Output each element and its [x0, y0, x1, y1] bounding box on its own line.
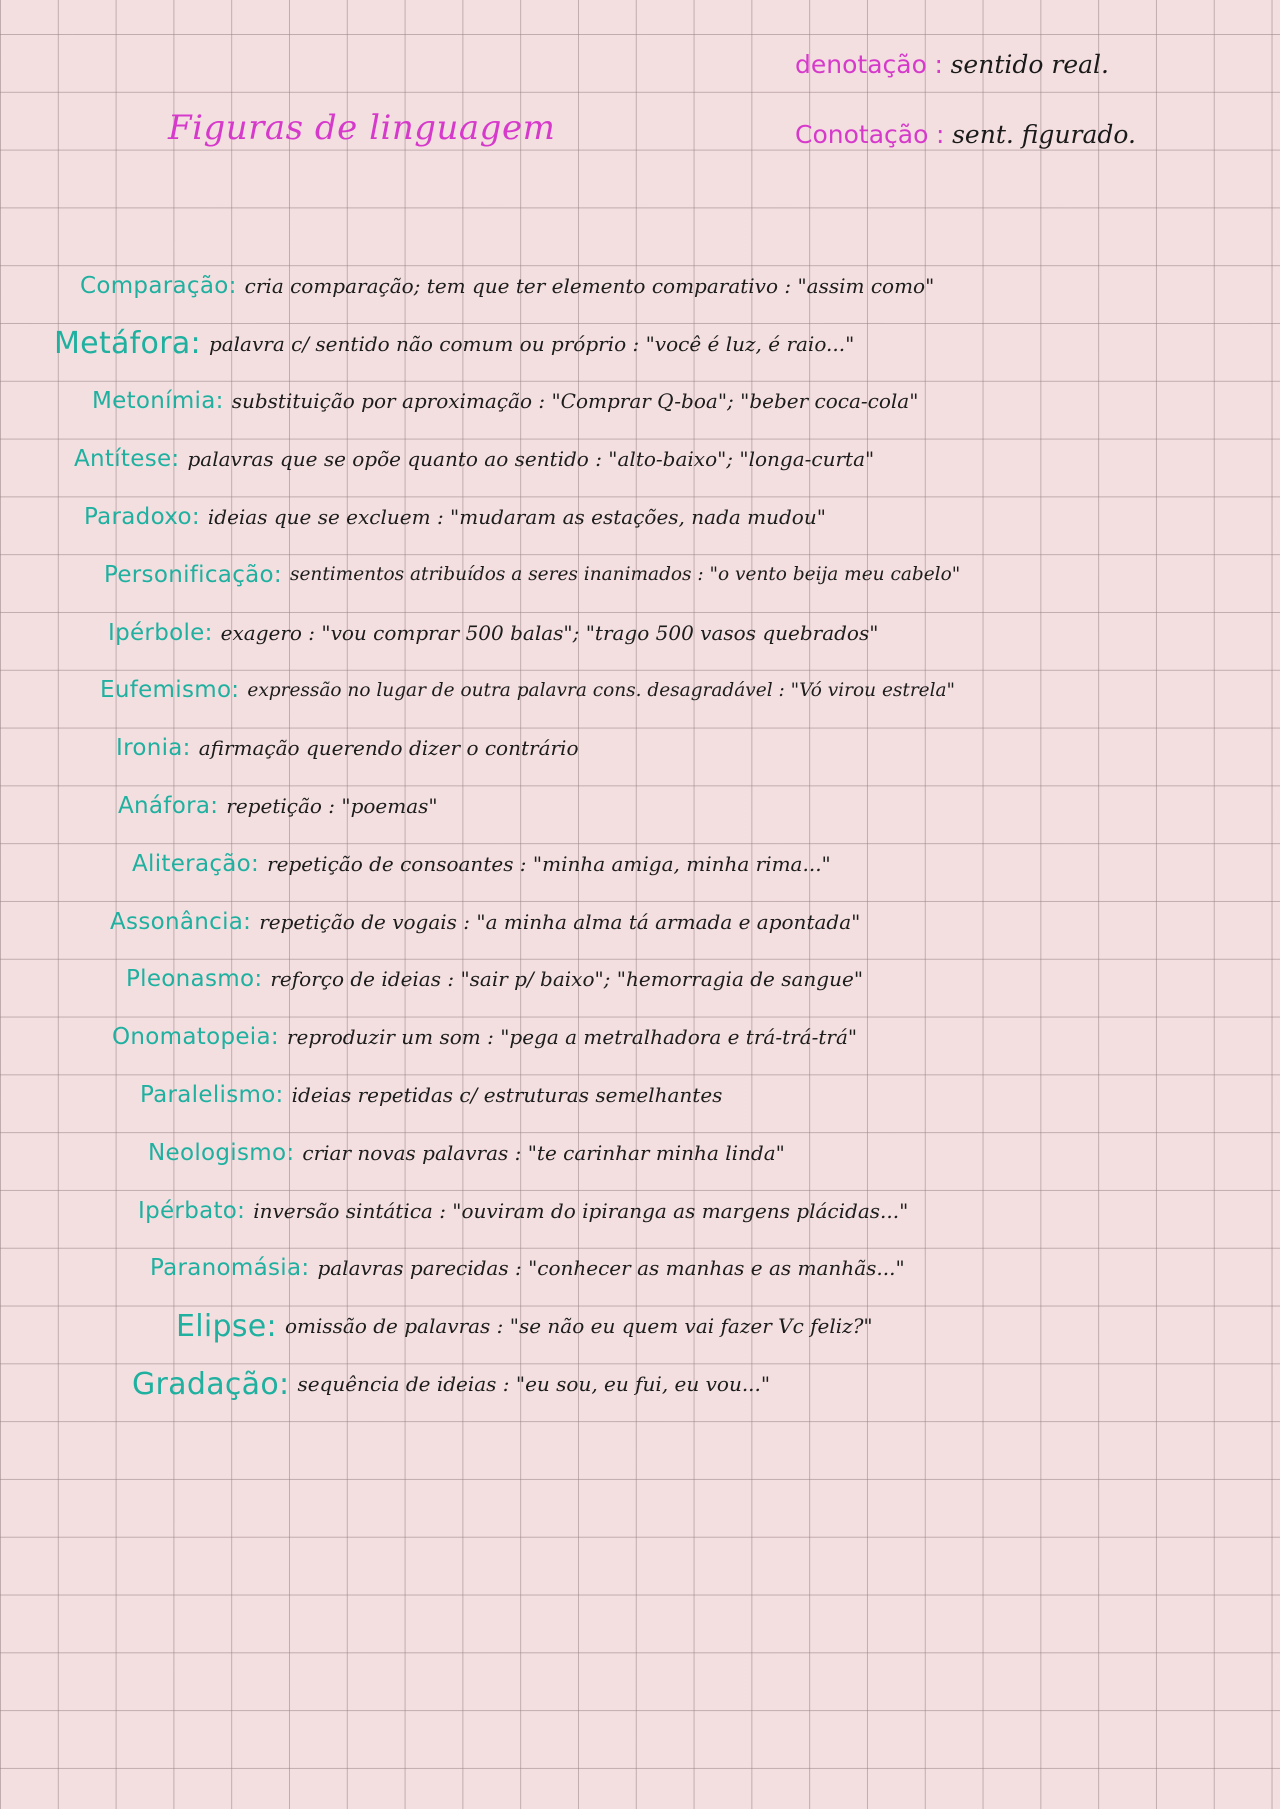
figure-ironia: [0, 719, 1280, 777]
figure-definition: inversão sintática : "ouviram do ipiranga as margens plácidas...": [253, 1198, 909, 1223]
figure-term: Ipérbole:: [108, 619, 213, 646]
figure-term: Paradoxo:: [84, 504, 200, 531]
figure-definition: afirmação querendo dizer o contrário: [198, 736, 579, 761]
denotation-separator: :: [934, 50, 943, 79]
figure-gradacao: [0, 1355, 1280, 1413]
denotation-row: [795, 50, 1255, 90]
figure-definition: cria comparação; tem que ter elemento comparativo : "assim como": [244, 273, 935, 298]
figure-definition: substituição por aproximação : "Comprar Q-boa"; "beber coca-cola": [231, 389, 919, 414]
figure-term: Pleonasmo:: [126, 966, 263, 993]
figure-term: Aliteração:: [132, 850, 260, 877]
figure-paralelismo: [0, 1066, 1280, 1124]
figure-definition: sentimentos atribuídos a seres inanimados : "o vento beija meu cabelo": [289, 564, 961, 586]
figure-term: Assonância:: [110, 908, 252, 935]
figure-term: Ipérbato:: [138, 1197, 246, 1224]
connotation-row: [795, 120, 1255, 160]
figure-iperbato: [0, 1182, 1280, 1240]
figure-term: Ironia:: [116, 735, 191, 762]
figures-of-speech-list: [0, 236, 1280, 1402]
figure-metafora: [0, 315, 1280, 373]
figure-definition: repetição de consoantes : "minha amiga, minha rima...": [267, 851, 831, 876]
figure-term: Elipse:: [176, 1308, 277, 1344]
figure-definition: sequência de ideias : "eu sou, eu fui, eu vou...": [297, 1372, 771, 1397]
figure-onomatopeia: [0, 1008, 1280, 1066]
connotation-term: Conotação: [795, 120, 929, 149]
figure-assonancia: [0, 893, 1280, 951]
figure-personificacao: [0, 546, 1280, 604]
figure-definition: omissão de palavras : "se não eu quem vai fazer Vc feliz?": [284, 1314, 873, 1339]
figure-elipse: [0, 1297, 1280, 1355]
figure-term: Metonímia:: [92, 388, 224, 415]
figure-definition: ideias repetidas c/ estruturas semelhantes: [291, 1083, 723, 1108]
figure-definition: exagero : "vou comprar 500 balas"; "trago 500 vasos quebrados": [220, 620, 879, 645]
figure-term: Eufemismo:: [100, 677, 240, 704]
figure-paradoxo: [0, 488, 1280, 546]
figure-term: Onomatopeia:: [112, 1024, 279, 1051]
figure-definition: criar novas palavras : "te carinhar minha linda": [302, 1140, 785, 1165]
figure-definition: palavras que se opõe quanto ao sentido : "alto-baixo"; "longa-curta": [187, 447, 875, 472]
page-title: Figuras de linguagem: [168, 108, 556, 148]
figure-anafora: [0, 777, 1280, 835]
figure-term: Neologismo:: [148, 1139, 295, 1166]
figure-definition: repetição de vogais : "a minha alma tá armada e apontada": [259, 909, 861, 934]
figure-term: Antítese:: [74, 446, 180, 473]
figure-paranomasia: [0, 1240, 1280, 1298]
figure-definition: palavras parecidas : "conhecer as manhas e as manhãs...": [317, 1256, 905, 1281]
denotation-term: denotação: [795, 50, 927, 79]
figure-definition: repetição : "poemas": [226, 794, 438, 819]
connotation-description: sent. figurado.: [952, 120, 1136, 149]
figure-term: Paralelismo:: [140, 1082, 284, 1109]
figure-term: Metáfora:: [54, 326, 201, 362]
figure-neologismo: [0, 1124, 1280, 1182]
figure-term: Gradação:: [132, 1366, 290, 1402]
figure-term: Paranomásia:: [150, 1255, 310, 1282]
denotation-connotation-notes: [795, 50, 1255, 160]
figure-definition: reforço de ideias : "sair p/ baixo"; "hemorragia de sangue": [270, 967, 864, 992]
figure-term: Anáfora:: [118, 793, 219, 820]
figure-definition: expressão no lugar de outra palavra cons. desagradável : "Vó virou estrela": [247, 679, 956, 701]
figure-definition: reproduzir um som : "pega a metralhadora e trá-trá-trá": [286, 1025, 858, 1050]
figure-pleonasmo: [0, 951, 1280, 1009]
denotation-description: sentido real.: [950, 50, 1109, 79]
figure-antitese: [0, 430, 1280, 488]
figure-definition: palavra c/ sentido não comum ou próprio : "você é luz, é raio...": [208, 331, 855, 356]
figure-eufemismo: [0, 662, 1280, 720]
figure-iperbole: [0, 604, 1280, 662]
figure-term: Comparação:: [80, 272, 237, 299]
figure-definition: ideias que se excluem : "mudaram as estações, nada mudou": [207, 505, 826, 530]
figure-metonimia: [0, 373, 1280, 431]
figure-aliteracao: [0, 835, 1280, 893]
connotation-separator: :: [936, 120, 945, 149]
figure-comparacao: [0, 257, 1280, 315]
figure-term: Personificação:: [104, 561, 282, 588]
